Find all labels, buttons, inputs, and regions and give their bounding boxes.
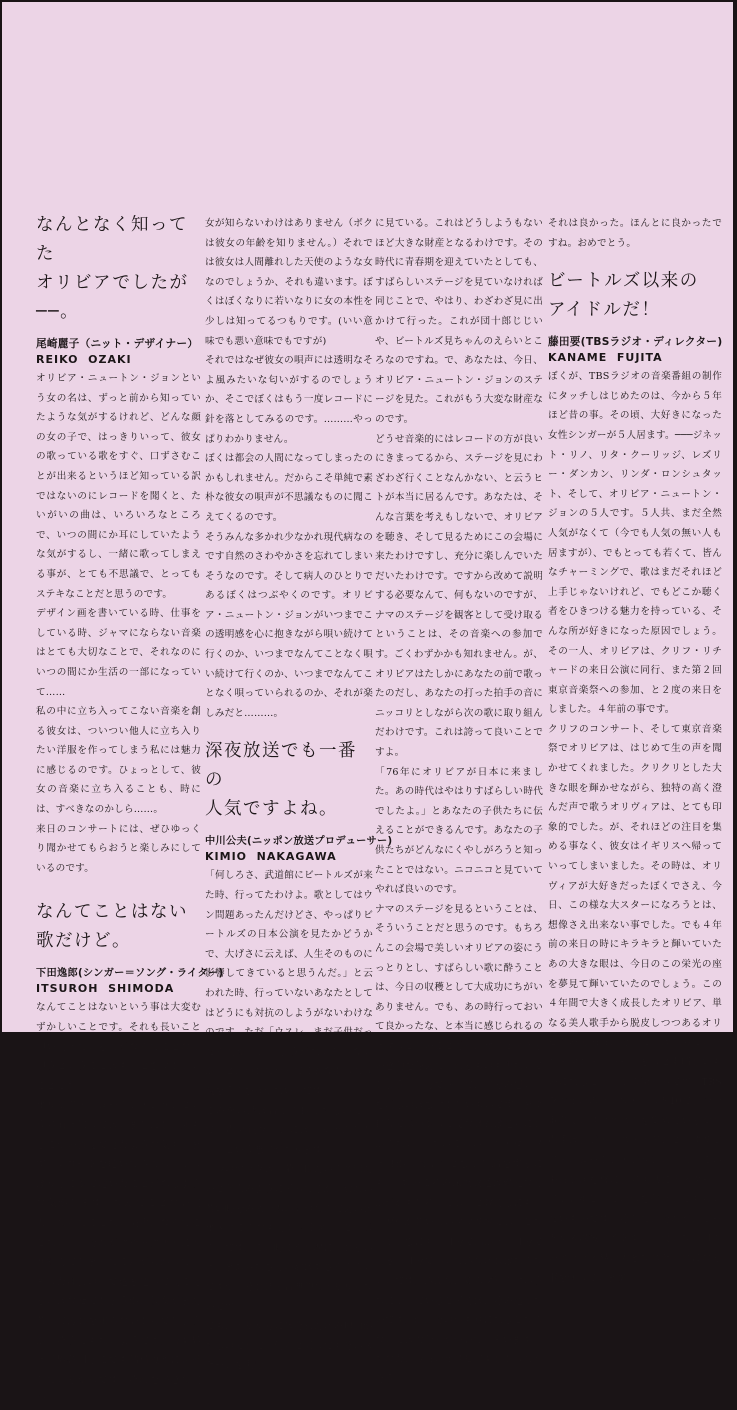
paragraph: あなた、今日のオリビア楽しかった？そう。	[375, 1354, 543, 1386]
headline-kaname-fujita	[548, 267, 722, 325]
paragraph: ぼくは都会の人間になってしまったのかもしれません。だからこそ単純で素朴な彼女の唄声が不思議なものに聞こえてくるのです。	[205, 453, 373, 523]
headline-line: アイドルだ！	[548, 300, 661, 321]
paragraph: 私の中に立ち入ってこない音楽を創る彼女は、ついつい他人に立ち入りたい洋服を作ってしまう私には魅力に感じるのです。ひょっとして、彼女の音楽に立ち入ることも、時には、すべきなのかしら……。	[36, 706, 201, 816]
paragraph: それは良かった。ほんとに良かったですね。おめでとう。	[548, 218, 722, 249]
headline-line: なんてことはない	[36, 902, 188, 923]
spacer	[548, 253, 722, 267]
headline-itsuroh-shimoda	[36, 898, 201, 956]
column-2	[205, 214, 393, 1376]
paragraph: それではなぜ彼女の唄声には透明なそよ風みたいな匂いがするのでしょうか、そこでぼくはもう一度レコードに針を落としてみるのです。………やっぱりわかりません。	[205, 355, 373, 445]
paragraph: 来日のコンサートには、ぜひゆっくり聞かせてもらおうと楽しみにしているのです。	[36, 823, 201, 874]
paragraph: そうみんな多かれ少なかれ現代病なのです自然のさわやかさを忘れてしまいそうなのです。そして病人のひとりであるぼくはつぶやくのです。オリビア・ニュートン・ジョンがいつまでこの透明感を心に抱きながら唄い続けて行くのか、いつまでなんてことなく唄い続けて行くのか、いつまでなんてことなく唄っていられるのか、それが楽しみだと………。	[205, 531, 373, 719]
headline-line: なんとなく知ってた	[36, 215, 188, 264]
author-name-ja: 下田逸郎(シンガー＝ソング・ライター)	[36, 968, 224, 980]
column-3	[375, 214, 543, 1390]
author-name-ja: 尾崎麗子（ニット・デザイナー）	[36, 338, 199, 350]
headline-reiko-ozaki	[36, 211, 201, 327]
paragraph: でも、イビル方にはそれだけの理由があるのでして、何んと云ってもそのステージを実際	[205, 1321, 373, 1372]
headline-line: 人気ですよね。	[205, 799, 338, 820]
author-name-en: KANAME FUJITA	[548, 351, 663, 365]
paragraph: 「何しろさ、武道館にビートルズが来た時、行ってたわけよ。歌としてはウン問題あったんだけどさ、やっぱりビートルズの日本公演を見たかどうかで、大げさに云えば、人生そのものに影響してきていると思うんだ。」と云われた時、行っていないあなたとしてはどうにも対抗のしようがないわけなのです。ただ「ウスレ。まだ子供だったんだから、しょうがないじゃないか」と、つれて行ってくれなかった両親をうらむほかないのです。	[205, 870, 373, 1097]
author-name-en: ITSUROH SHIMODA	[36, 982, 175, 996]
column-4	[548, 214, 722, 1288]
author-name-en: KIMIO NAKAGAWA	[205, 850, 337, 864]
paragraph: 女が知らないわけはありません（ボクは彼女の年齢を知りません。）それでは彼女は人間離れした天使のような女なのでしょうか、それも違います。ぼくはぼくなりに若いなりに女の本性を少しは知ってるつもりです。(いい意味でも悪い意味でもですが)	[205, 218, 373, 347]
paragraph: オリビア・ニュートン・ジョンという名前は知ってはいましたし、顔もどこかの雑誌で見たような気もします。レコードを聴いてみたら、やっぱりどこかで聴いたことがあるような気がします。なんてことない美人、なんてことない美声、なんてことない唄、それがグチャグチャに入り組んでしまってこんがらがってしまった都会の中で透き通って聞こえるのはなぜでしょうか、彼女がまだ若くて汚れを知らないからでしょうか、そうでもないようです。音楽界は世界各国どこでも結構複雑に屈折しているからです。それを多感な美少	[36, 1100, 201, 1406]
paragraph: 「76年にオリビアが日本に来ました。あの時代はやはりすばらしい時代でしたよ。」とあなたの子供たちに伝えることができるんです。あなたの子供たちがどんなにくやしがろうと知ったことではない。ニコニコと見ていてやれば良いのです。	[375, 766, 543, 896]
paragraph: なんてことはないという事は大変むずかしいことです。それも長いこと唄い続けている人がなんてことなく唄うということはもっとむずかしいことです。	[36, 1002, 201, 1092]
author-name-ja: 中川公夫(ニッポン放送プロデューサー)	[205, 836, 393, 848]
spacer	[205, 723, 373, 737]
spacer	[36, 878, 201, 898]
headline-kimio-nakagawa	[205, 737, 373, 824]
paragraph: クリフのコンサート、そして東京音楽祭でオリビアは、はじめて生の声を聞かせてくれました。クリクリとした大きな眼を輝かせながら、独特の高く澄んだ声で歌うオリヴィアは、とても印象的でした。が、それほどの注目を集める事なく、彼女はイギリスへ帰っていってしまいました。その時は、オリヴィアが大好きだったぼくでさえ、今日、この様な大スターになろうとは、想像さえ出来ない事でした。でも４年前の来日の時にキラキラと輝いていたあの大きな眼は、今日のこの栄光の座を夢見て輝いていたのでしょう。この４年間で大きく成長したオリビア、単なる美人歌手から脱皮しつつあるオリビアの再来日、そして、はじめてのワン・マン・ショー。きっと素晴しいものになると、今から楽しみです。TBSラジオのポップス・ベスト10で、今一番多くのリクエストを集めている女性歌手は、ジャニス・イアンと、オリビア・ニュートン・ジョンの二人。この来日公演を機に、名実共に大スター、アイドルとしての座を確立してもらいたいものです。そして、それが、ビートルズ以後アイドルの出現しない日本のポップス界の大きなステップになる事を願っています。	[548, 723, 722, 1284]
paragraph: デザイン画を書いている時、仕事をしている時、ジャマにならない音楽はとても大切なことで、それなのにいつの間にか生活の一部になっていて……	[36, 608, 201, 698]
magazine-page	[2, 2, 733, 1406]
paragraph: このテの話は昔から良くあるのでして、歌舞伎ファンには「団十郎じじい」という悪口があります。	[205, 1105, 373, 1156]
paragraph: ナマのステージを見るということは、そういうことだと思うのです。もちろんこの会場で美しいオリビアの姿にうっとりとし、すばらしい歌に酔うことは、今日の収穫として大成功にちがいありません。でも、あの時行っておいて良かったな、と本当に感じられるのはずっと昔のことだし、オリビアほどの感動を与えてくれるものも少ないでしょう。自分で探して、自分の想い出を創るのはむずかしいものです。まず自分でぶつかって見なければ絶対にわからない。「あのころのニニ・ロッソは良かったよ」とむかし話をするにも、「あのころの深夜放送は鶴光なんかがおもしろくてね」と教えるにも、「原宿が若い人のタマリ場でね」となつかしむにも、自分で出かけ、自分で聞き、自分で歩いてみなければならないのです。みんな、知らず知らずのうちにやっていると云えば、その通りなのです。が、そのつもりになるとならないでは大分差がついてしまいます。	[375, 903, 543, 1346]
paragraph: に見ている。これはどうしようもないほど大きな財産となるわけです。その時代に青春期を迎えていたとしても、すばらしいステージを見ていなければ同じことで、やはり、わざわざ見に出かけて行った。これが団十郎じじいや、ビートルズ見ちゃんのえらいところなのですね。で、あなたは、今日、オリビア・ニュートン・ジョンのステージを見た。これがもう大変な財産なのです。	[375, 218, 543, 425]
author-name-en: REIKO OZAKI	[36, 353, 132, 366]
headline-line: オリビアでしたが──。	[36, 273, 189, 322]
column-1	[36, 211, 224, 1410]
headline-line: 深夜放送でも一番の	[205, 741, 357, 791]
paragraph: 「今のヤツラは、菊五郎だの吉エ門だのと名人のように云ってるが、おれの若い時分の団十郎の舞台なんてえのはオメエこんなもんじゃネエ。」とつづくのです。この時くやし涙にくれるのは、まあみなさんのおばあさんぐらいですか。それほど古典的なイビリ方なのです。	[205, 1164, 373, 1313]
headline-line: ビートルズ以来の	[548, 271, 699, 292]
paragraph: オリビア・ニュートン・ジョンという女の名は、ずっと前から知っていたような気がするけれど、どんな顔の女の子で、はっきりいって、彼女の歌っている歌をすぐ、口ずさむことが出来るというほど知っている訳ではないのにレコードを聞くと、たいがいの曲は、いろいろなところで、いつの間にか耳にしていたような気がするし、一緒に歌ってしまえる事が、とても不思議で、とってもステキなことだと思うのです。	[36, 373, 201, 600]
author-name-ja: 藤田要(TBSラジオ・ディレクター)	[548, 336, 723, 349]
paragraph: どうせ音楽的にはレコードの方が良いにきまってるから、ステージを見にわざわざ行くことなんかない、と云うヒトが本当に居るんです。あなたは、そんな言葉を考えもしないで、オリビアを聴き、そして見るためにこの会場に来たわけですし、充分に楽しんでいただいたわけです。ですから改めて説明する必要なんて、何もないのですが、ナマのステージを観客として受け取るということは、その音楽への参加です。ごくわずかかも知れません。が、オリビアはたしかにあなたの前で歌ったのだし、あなたの打った拍手の音にニッコリとしながら次の歌に取り組んだわけです。これは誇って良いことですよ。	[375, 433, 543, 759]
paragraph: ぼくが、TBSラジオの音楽番組の制作にタッチしはじめたのは、今から５年ほど昔の事。その頃、大好きになった女性シンガーが５人居ます。───ジネット・リノ、リタ・クーリッジ、レズリー・ダンカン、リンダ・ロンシュタット、そして、オリビア・ニュートン・ジョンの５人です。５人共、まだ全然人気がなくて（今でも人気の無い人も居ますが）、でもとっても若くて、皆んなチャーミングで、歌はまだそれほど上手じゃないけれど、でもどこか聴く者をひきつける魅力を持っている、そんな所が好きになった原因でしょう。その一人、オリビアは、クリフ・リチャードの来日公演に同行、また第２回東京音楽祭への参加、と２度の来日をしました。４年前の事です。	[548, 371, 722, 716]
headline-line: 歌だけど。	[36, 931, 131, 952]
